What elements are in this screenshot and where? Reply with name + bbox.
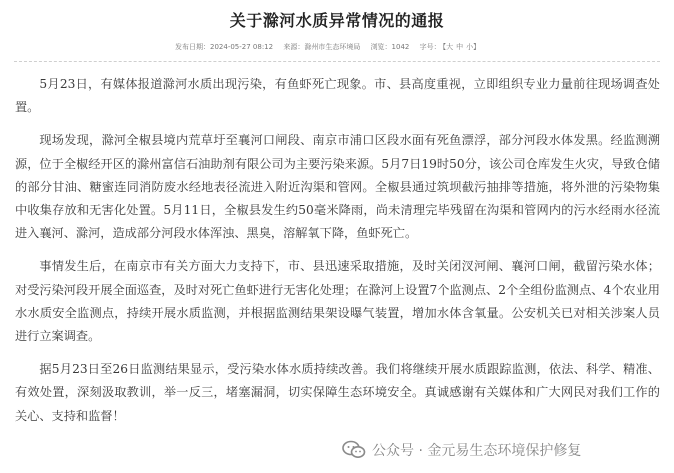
font-size-label: 字号： bbox=[419, 43, 441, 51]
watermark bbox=[342, 438, 581, 462]
font-size-medium-button[interactable]: 中 bbox=[456, 43, 464, 51]
paragraph-4: 据5月23日至26日监测结果显示，受污染水体水质持续改善。我们将继续开展水质跟踪监测，依法、科学、精准、有效处置，深刻汲取教训，举一反三，堵塞漏洞，切实保障生态环境安全。真诚感谢有关媒体和广大网民对我们工作的关心、支持和监督！ bbox=[15, 362, 660, 423]
paragraph-3: 事情发生后，在南京市有关方面大力支持下，市、县迅速采取措施，及时关闭汊河闸、襄河口闸，截留污染水体；对受污染河段开展全面巡查，及时对死亡鱼虾进行无害化处理；在滁河上设置7个监测点、2个全组份监测点、4个农业用水水质安全监测点，持续开展水质监测，并根据监测结果架设曝气装置，增加水体含氧量。公安机关已对相关涉案人员进行立案调查。 bbox=[15, 259, 660, 344]
article-meta bbox=[175, 42, 635, 52]
publish-date: 发布日期：2024-05-27 08:12 bbox=[175, 43, 274, 51]
font-size-small-button[interactable]: 小】 bbox=[466, 43, 481, 51]
paragraph-2: 现场发现，滁河全椒县境内荒草圩至襄河口闸段、南京市浦口区段水面有死鱼漂浮，部分河段水体发黑。经监测溯源，位于全椒经开区的滁州富信石油助剂有限公司为主要污染来源。5月7日19时50分，该公司仓库发生火灾，导致仓储的部分甘油、糖蜜连同消防废水经地表径流进入附近沟渠和管网。全椒县通过筑坝截污抽排等措施，将外泄的污染物集中收集存放和无害化处置。5月11日，全椒县发生约50毫米降雨，尚未清理完毕残留在沟渠和管网内的污水经雨水径流进入襄河、滁河，造成部分河段水体浑浊、黑臭，溶解氧下降，鱼虾死亡。 bbox=[15, 133, 660, 241]
divider bbox=[14, 61, 660, 62]
font-size-large-button[interactable]: 【大 bbox=[442, 43, 454, 51]
article-body bbox=[15, 73, 660, 438]
wechat-icon bbox=[342, 440, 366, 460]
page-title: 关于滁河水质异常情况的通报 bbox=[229, 11, 445, 30]
view-count: 浏览：1042 bbox=[370, 43, 410, 51]
paragraph-1: 5月23日，有媒体报道滁河水质出现污染，有鱼虾死亡现象。市、县高度重视，立即组织专业力量前往现场调查处置。 bbox=[15, 77, 660, 115]
watermark-text: 公众号 · 金元易生态环境保护修复 bbox=[372, 443, 582, 459]
article-source: 来源：滁州市生态环境局 bbox=[283, 43, 361, 51]
